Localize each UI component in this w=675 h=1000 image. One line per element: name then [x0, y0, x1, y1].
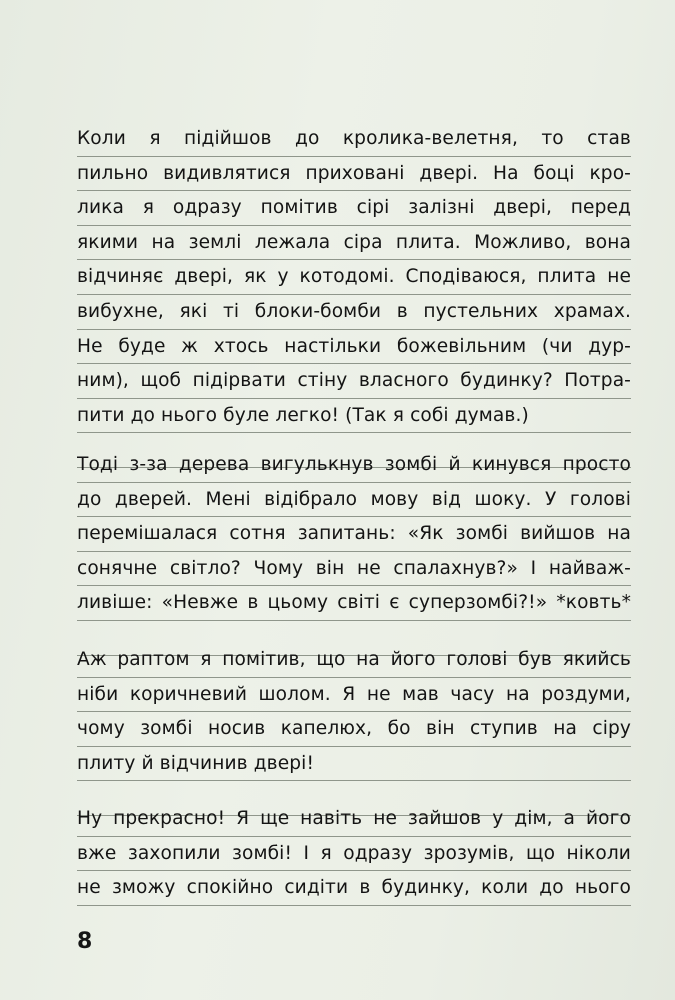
text-line: ним), щоб підірвати стіну власного будинку? Потра- [77, 364, 631, 399]
text-line: перемішалася сотня запитань: «Як зомбі вийшов на [77, 517, 631, 552]
text-line: якими на землі лежала сіра плита. Можливо, вона [77, 226, 631, 261]
text-line: Аж раптом я помітив, що на його голові був якийсь [77, 643, 631, 678]
text-line: плиту й відчинив двері! [77, 747, 631, 782]
text-line: пити до нього буле легко! (Так я собі думав.) [77, 399, 631, 434]
text-line: сонячне світло? Чому він не спалахнув?» І найваж- [77, 552, 631, 587]
text-line: до дверей. Мені відібрало мову від шоку. У голові [77, 483, 631, 518]
text-line: вибухне, які ті блоки-бомби в пустельних храмах. [77, 295, 631, 330]
paragraph-2 [77, 448, 631, 656]
text-line: вже захопили зомбі! І я одразу зрозумів, що ніколи [77, 837, 631, 872]
page-number: 8 [77, 929, 93, 954]
text-line: Тоді з-за дерева вигулькнув зомбі й кинувся просто [77, 448, 631, 483]
text-line: ливіше: «Невже в цьому світі є суперзомбі?!» *ковть* [77, 586, 631, 621]
paragraph-1 [77, 122, 631, 468]
paragraph-4 [77, 802, 631, 906]
text-line: відчиняє двері, як у котодомі. Сподіваюся, плита не [77, 260, 631, 295]
paragraph-3 [77, 643, 631, 816]
text-line: пильно видивлятися приховані двері. На боці кро- [77, 157, 631, 192]
text-line: не зможу спокійно сидіти в будинку, коли до нього [77, 871, 631, 906]
text-line: Не буде ж хтось настільки божевільним (чи дур- [77, 330, 631, 365]
text-line: Коли я підійшов до кролика-велетня, то став [77, 122, 631, 157]
text-line: чому зомбі носив капелюх, бо він ступив на сіру [77, 712, 631, 747]
text-line: Ну прекрасно! Я ще навіть не зайшов у дім, а його [77, 802, 631, 837]
text-line: ніби коричневий шолом. Я не мав часу на роздуми, [77, 678, 631, 713]
text-line: лика я одразу помітив сірі залізні двері, перед [77, 191, 631, 226]
